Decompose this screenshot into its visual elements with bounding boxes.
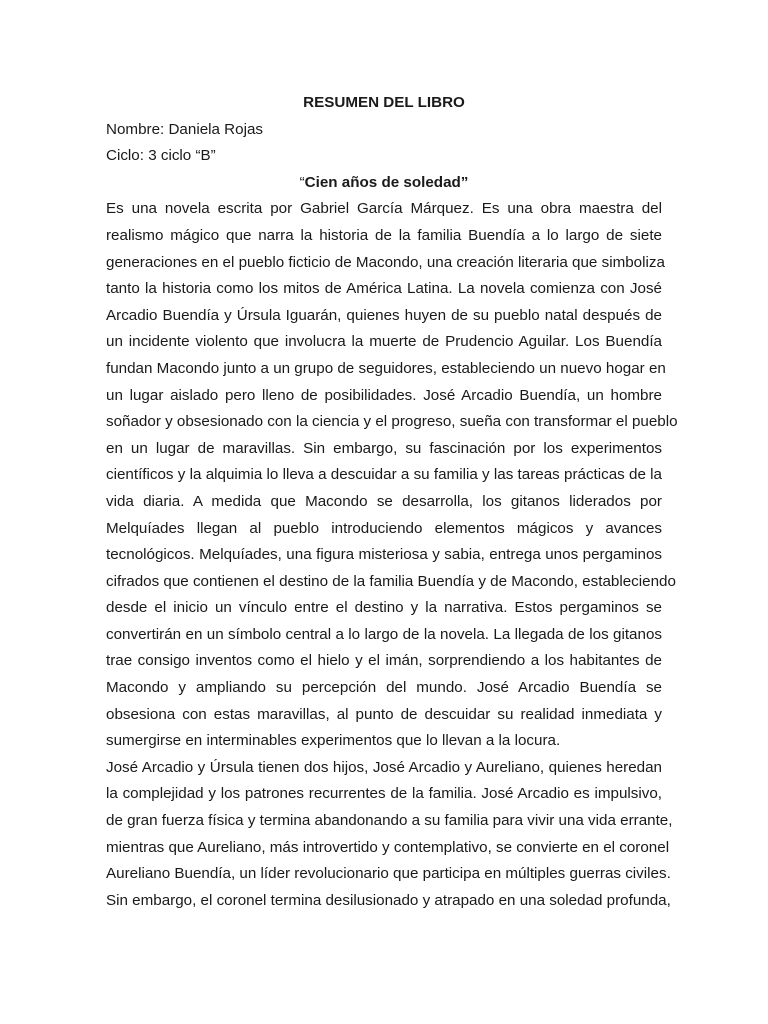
paragraph-line: un lugar aislado pero lleno de posibilidades. José Arcadio Buendía, un hombre (106, 386, 662, 404)
summary-paragraph-2 (106, 755, 673, 915)
paragraph-line: la complejidad y los patrones recurrentes de la familia. José Arcadio es impulsivo, (106, 785, 662, 803)
paragraph-line: realismo mágico que narra la historia de la familia Buendía a lo largo de siete (106, 226, 662, 244)
paragraph-line: Aureliano Buendía, un líder revolucionario que participa en múltiples guerras civiles. (106, 865, 671, 883)
paragraph-line: vida diaria. A medida que Macondo se desarrolla, los gitanos liderados por (106, 492, 662, 510)
paragraph-line: Macondo y ampliando su percepción del mundo. José Arcadio Buendía se (106, 679, 662, 697)
paragraph-line: generaciones en el pueblo ficticio de Macondo, una creación literaria que simboliza (106, 253, 665, 271)
document-body (106, 90, 678, 914)
paragraph-line: soñador y obsesionado con la ciencia y el progreso, sueña con transformar el pueblo (106, 413, 678, 431)
book-title (106, 170, 662, 197)
paragraph-line: José Arcadio y Úrsula tienen dos hijos, José Arcadio y Aureliano, quienes heredan (106, 758, 662, 776)
student-name: Nombre: Daniela Rojas (106, 120, 264, 138)
paragraph-line: sumergirse en interminables experimentos que lo llevan a la locura. (106, 732, 561, 750)
paragraph-line: Arcadio Buendía y Úrsula Iguarán, quienes huyen de su pueblo natal después de (106, 306, 662, 324)
document-title: RESUMEN DEL LIBRO (303, 94, 465, 111)
paragraph-line: mientras que Aureliano, más introvertido y contemplativo, se convierte en el coronel (106, 838, 670, 856)
paragraph-line: un incidente violento que involucra la muerte de Prudencio Aguilar. Los Buendía (106, 333, 662, 351)
paragraph-line: de gran fuerza física y termina abandonando a su familia para vivir una vida errante, (106, 812, 673, 830)
paragraph-line: Melquíades llegan al pueblo introduciendo elementos mágicos y avances (106, 519, 662, 537)
paragraph-line: científicos y la alquimia lo lleva a descuidar a su familia y las tareas prácticas de la (106, 466, 662, 484)
paragraph-line: Sin embargo, el coronel termina desilusionado y atrapado en una soledad profunda, (106, 891, 671, 909)
summary-paragraph-1 (106, 196, 678, 754)
paragraph-line: desde el inicio un vínculo entre el destino y la narrativa. Estos pergaminos se (106, 599, 662, 617)
paragraph-line: trae consigo inventos como el hielo y el imán, sorprendiendo a los habitantes de (106, 652, 662, 670)
book-title-text: Cien años de soledad” (304, 173, 469, 191)
paragraph-line: convertirán en un símbolo central a lo largo de la novela. La llegada de los gitanos (106, 625, 662, 643)
paragraph-line: obsesiona con estas maravillas, al punto de descuidar su realidad inmediata y (106, 705, 662, 723)
book-title-open-quote: “ (299, 173, 305, 191)
paragraph-line: fundan Macondo junto a un grupo de seguidores, estableciendo un nuevo hogar en (106, 359, 666, 377)
paragraph-line: Es una novela escrita por Gabriel García Márquez. Es una obra maestra del (106, 200, 662, 218)
paragraph-line: tecnológicos. Melquíades, una figura misteriosa y sabia, entrega unos pergaminos (106, 546, 662, 564)
paragraph-line: en un lugar de maravillas. Sin embargo, su fascinación por los experimentos (106, 439, 662, 457)
paragraph-line: cifrados que contienen el destino de la familia Buendía y de Macondo, estableciendo (106, 572, 676, 590)
cycle-line: Ciclo: 3 ciclo “B” (106, 147, 216, 165)
paragraph-line: tanto la historia como los mitos de América Latina. La novela comienza con José (106, 280, 662, 298)
